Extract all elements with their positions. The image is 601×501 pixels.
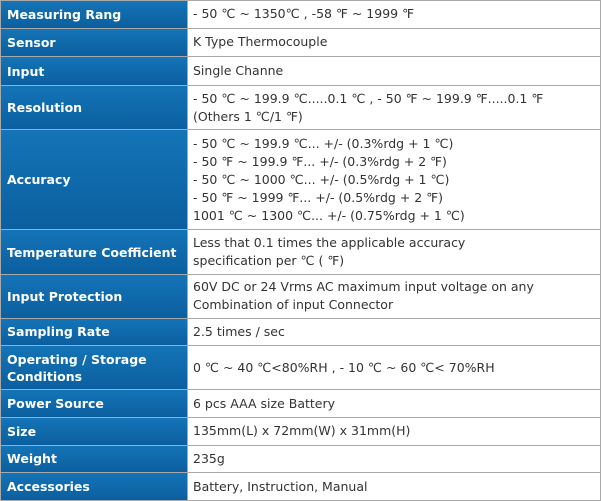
spec-row-size (1, 418, 600, 445)
spec-value-line: - 50 ℃ ~ 199.9 ℃... +/- (0.3%rdg + 1 ℃) (193, 135, 454, 151)
spec-key: Accessories (1, 473, 187, 500)
spec-value-line: 0 ℃ ~ 40 ℃<80%RH , - 10 ℃ ~ 60 ℃< 70%RH (193, 359, 495, 375)
spec-key: Weight (1, 446, 187, 473)
spec-key: Sampling Rate (1, 319, 187, 346)
spec-value-line: 1001 ℃ ~ 1300 ℃... +/- (0.75%rdg + 1 ℃) (193, 207, 465, 223)
spec-key: Temperature Coefficient (1, 230, 187, 273)
spec-value-line: - 50 ℉ ~ 1999 ℉... +/- (0.5%rdg + 2 ℉) (193, 189, 443, 205)
spec-value-line: 60V DC or 24 Vrms AC maximum input voltage on any (193, 279, 534, 295)
spec-value (188, 473, 600, 500)
spec-key: Measuring Rang (1, 1, 187, 28)
spec-value-line: Combination of input Connector (193, 297, 394, 313)
spec-key: Operating / Storage Conditions (1, 346, 187, 389)
spec-key: Input Protection (1, 275, 187, 318)
spec-value-line: 235g (193, 450, 225, 466)
spec-value-line: 135mm(L) x 72mm(W) x 31mm(H) (193, 423, 411, 439)
spec-value (188, 1, 600, 28)
spec-value-line: (Others 1 ℃/1 ℉) (193, 108, 303, 124)
spec-value (188, 390, 600, 417)
spec-row-sampling-rate (1, 319, 600, 346)
spec-row-input-protection (1, 275, 600, 318)
spec-value (188, 29, 600, 57)
spec-key: Accuracy (1, 130, 187, 229)
spec-value (188, 275, 600, 318)
spec-row-operating-storage (1, 346, 600, 389)
spec-value (188, 319, 600, 346)
spec-value-line: - 50 ℃ ~ 1000 ℃... +/- (0.5%rdg + 1 ℃) (193, 171, 450, 187)
spec-value-line: K Type Thermocouple (193, 34, 328, 50)
spec-value (188, 418, 600, 445)
spec-row-input (1, 57, 600, 85)
spec-value-line: specification per ℃ ( ℉) (193, 253, 345, 268)
spec-value-line: Battery, Instruction, Manual (193, 478, 368, 494)
spec-value-line: - 50 ℃ ~ 1350℃ , -58 ℉ ~ 1999 ℉ (193, 6, 414, 22)
spec-value (188, 446, 600, 473)
spec-value-line: Less that 0.1 times the applicable accuracy (193, 235, 466, 250)
spec-value (188, 346, 600, 389)
spec-value (188, 57, 600, 85)
spec-row-weight (1, 446, 600, 473)
spec-row-accuracy (1, 130, 600, 229)
spec-key: Input (1, 57, 187, 85)
spec-row-temperature-coefficient (1, 230, 600, 273)
spec-value-line: - 50 ℃ ~ 199.9 ℃.....0.1 ℃ , - 50 ℉ ~ 199.9 ℉.....0.1 ℉ (193, 90, 544, 106)
spec-value-line: 2.5 times / sec (193, 323, 285, 339)
spec-value-line: Single Channe (193, 63, 284, 79)
spec-row-sensor (1, 29, 600, 57)
spec-row-resolution (1, 86, 600, 129)
spec-value (188, 86, 600, 129)
spec-row-accessories (1, 473, 600, 500)
spec-value (188, 230, 600, 273)
spec-value (188, 130, 600, 229)
spec-row-power-source (1, 390, 600, 417)
spec-key: Sensor (1, 29, 187, 57)
spec-key: Size (1, 418, 187, 445)
spec-value-line: 6 pcs AAA size Battery (193, 395, 336, 411)
spec-value-line: - 50 ℉ ~ 199.9 ℉... +/- (0.3%rdg + 2 ℉) (193, 153, 447, 169)
spec-row-measuring-range (1, 1, 600, 28)
spec-key: Resolution (1, 86, 187, 129)
spec-key: Power Source (1, 390, 187, 417)
